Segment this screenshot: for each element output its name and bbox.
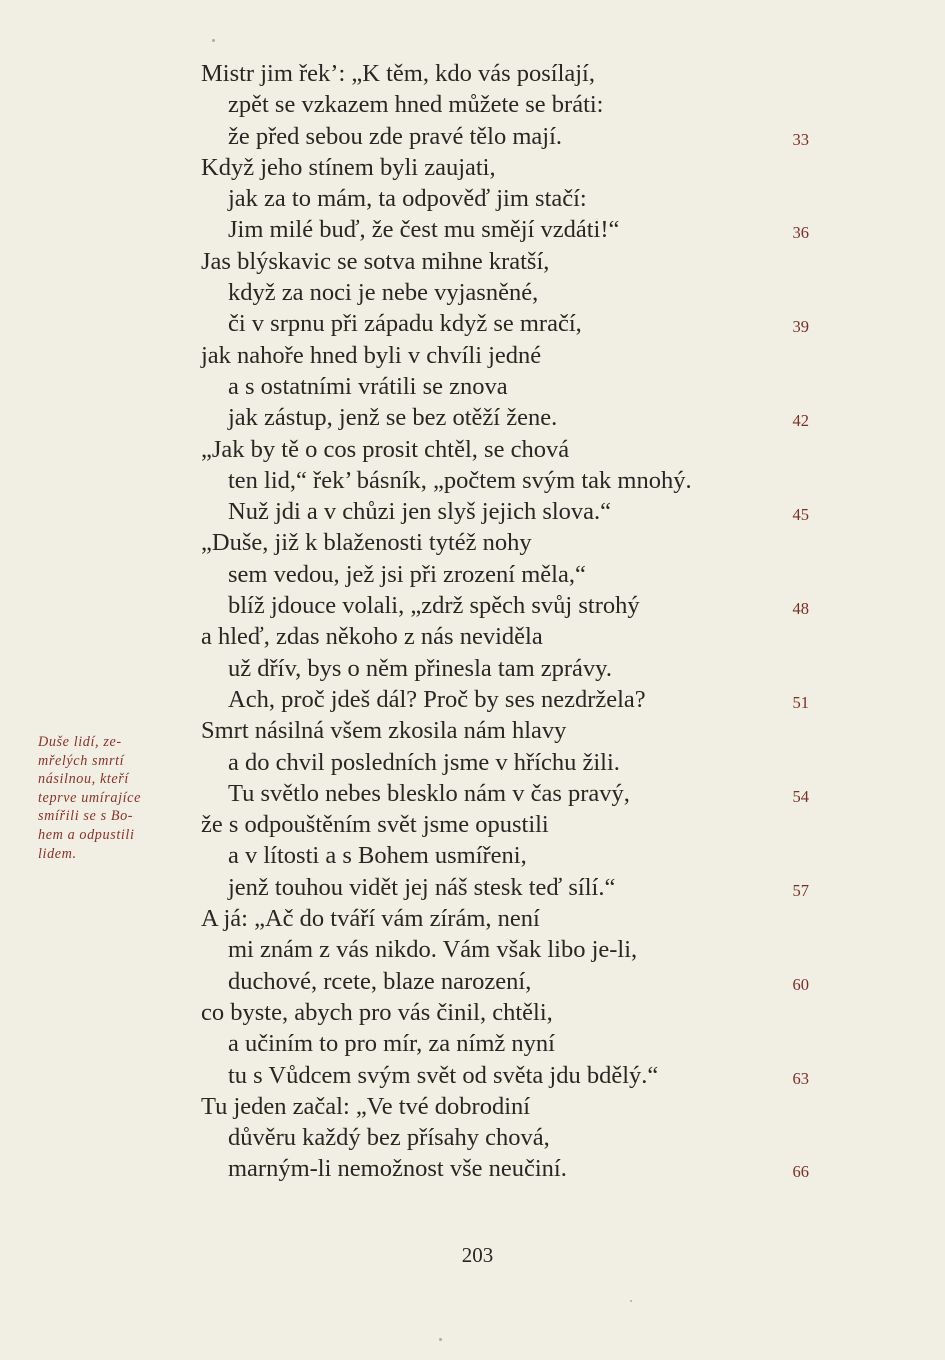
verse-line (0, 402, 945, 433)
verse-number: 57 (792, 880, 809, 900)
verse-text: Tu světlo nebes blesklo nám v čas pravý, (228, 779, 630, 807)
verse-line (0, 496, 945, 527)
verse-text: Když jeho stínem byli zaujati, (201, 153, 496, 181)
verse-line (0, 1153, 945, 1184)
verse-number: 66 (792, 1162, 809, 1182)
verse-text: sem vedou, jež jsi při zrození měla,“ (228, 560, 586, 588)
verse-line (0, 997, 945, 1028)
verse-text: či v srpnu při západu když se mračí, (228, 310, 582, 338)
verse-text: jak nahoře hned byli v chvíli jedné (201, 341, 542, 369)
margin-note-line: teprve umírajíce (38, 789, 141, 806)
verse-text: duchové, rcete, blaze narození, (228, 967, 532, 995)
margin-note-line: Duše lidí, ze- (38, 734, 122, 750)
verse-text: jenž touhou vidět jej náš stesk teď sílí.“ (228, 873, 616, 901)
verse-line (0, 277, 945, 308)
verse-line (0, 308, 945, 339)
verse-line (0, 621, 945, 652)
verse-number: 36 (792, 223, 809, 243)
verse-line (0, 1122, 945, 1153)
verse-line (0, 559, 945, 590)
verse-line (0, 903, 945, 934)
verse-text: blíž jdouce volali, „zdrž spěch svůj strohý (228, 592, 640, 620)
verse-text: a do chvil posledních jsme v hříchu žili. (228, 748, 620, 776)
verse-text: Nuž jdi a v chůzi jen slyš jejich slova.“ (228, 498, 612, 526)
verse-line (0, 121, 945, 152)
verse-number: 33 (792, 129, 809, 149)
verse-line (0, 214, 945, 245)
verse-text: jak za to mám, ta odpověď jim stačí: (228, 185, 587, 213)
verse-line (0, 872, 945, 903)
paper-speck (630, 1300, 632, 1302)
verse-text: že před sebou zde pravé tělo mají. (228, 122, 563, 150)
margin-note-line: hem a odpustili (38, 826, 135, 843)
verse-text: že s odpouštěním svět jsme opustili (201, 811, 549, 839)
verse-number: 51 (792, 692, 809, 712)
margin-note (38, 733, 188, 863)
verse-number: 63 (792, 1068, 809, 1088)
verse-line (0, 966, 945, 997)
verse-line (0, 340, 945, 371)
verse-line (0, 590, 945, 621)
verse-text: a s ostatními vrátili se znova (228, 372, 508, 400)
verse-text: Smrt násilná všem zkosila nám hlavy (201, 717, 567, 745)
verse-number: 45 (792, 505, 809, 525)
verse-text: když za noci je nebe vyjasněné, (228, 279, 539, 307)
verse-text: co byste, abych pro vás činil, chtěli, (201, 998, 553, 1026)
verse-line (0, 527, 945, 558)
verse-line (0, 1028, 945, 1059)
verse-text: Tu jeden začal: „Ve tvé dobrodiní (201, 1092, 531, 1120)
verse-line (0, 152, 945, 183)
verse-line (0, 371, 945, 402)
margin-note-line: násilnou, kteří (38, 771, 129, 788)
verse-line (0, 1060, 945, 1091)
verse-text: A já: „Ač do tváří vám zírám, není (201, 905, 540, 933)
verse-text: a učiním to pro mír, za nímž nyní (228, 1030, 555, 1058)
verse-text: už dřív, bys o něm přinesla tam zprávy. (228, 654, 612, 682)
verse-text: Mistr jim řek’: „K těm, kdo vás posílají, (201, 60, 595, 87)
paper-speck (212, 39, 215, 42)
verse-text: a v lítosti a s Bohem usmířeni, (228, 842, 527, 870)
verse-text: jak zástup, jenž se bez otěží žene. (228, 404, 558, 432)
verse-text: Ach, proč jdeš dál? Proč by ses nezdržela? (228, 685, 646, 713)
verse-text: a hleď, zdas někoho z nás neviděla (201, 623, 543, 651)
verse-line (0, 653, 945, 684)
verse-text: zpět se vzkazem hned můžete se bráti: (228, 91, 604, 119)
verse-number: 60 (792, 974, 809, 994)
verse-line (0, 89, 945, 120)
verse-number: 42 (792, 411, 809, 431)
verse-number: 54 (792, 786, 809, 806)
verse-line (0, 465, 945, 496)
verse-line (0, 934, 945, 965)
poem-verses (0, 58, 945, 1185)
paper-speck (439, 1338, 442, 1341)
verse-text: důvěru každý bez přísahy chová, (228, 1124, 550, 1152)
verse-text: „Jak by tě o cos prosit chtěl, se chová (201, 435, 570, 463)
verse-text: „Duše, již k blaženosti tytéž nohy (201, 529, 532, 557)
verse-text: marným-li nemožnost vše neučiní. (228, 1155, 567, 1183)
verse-line (0, 434, 945, 465)
verse-text: Jas blýskavic se sotva mihne kratší, (201, 247, 550, 275)
page-number: 203 (461, 1243, 494, 1267)
verse-line (0, 58, 945, 89)
verse-text: tu s Vůdcem svým svět od světa jdu bdělý.“ (228, 1061, 659, 1089)
verse-line (0, 1091, 945, 1122)
verse-line (0, 246, 945, 277)
verse-number: 39 (792, 317, 809, 337)
margin-note-line: lidem. (38, 845, 77, 862)
verse-line (0, 183, 945, 214)
verse-text: ten lid,“ řek’ básník, „počtem svým tak mnohý. (228, 466, 692, 494)
verse-number: 48 (792, 599, 809, 619)
margin-note-line: smířili se s Bo- (38, 808, 134, 825)
verse-text: Jim milé buď, že čest mu smějí vzdáti!“ (228, 216, 620, 244)
margin-note-line: mřelých smrtí (38, 752, 125, 769)
verse-line (0, 684, 945, 715)
verse-text: mi znám z vás nikdo. Vám však libo je-li, (228, 936, 638, 964)
